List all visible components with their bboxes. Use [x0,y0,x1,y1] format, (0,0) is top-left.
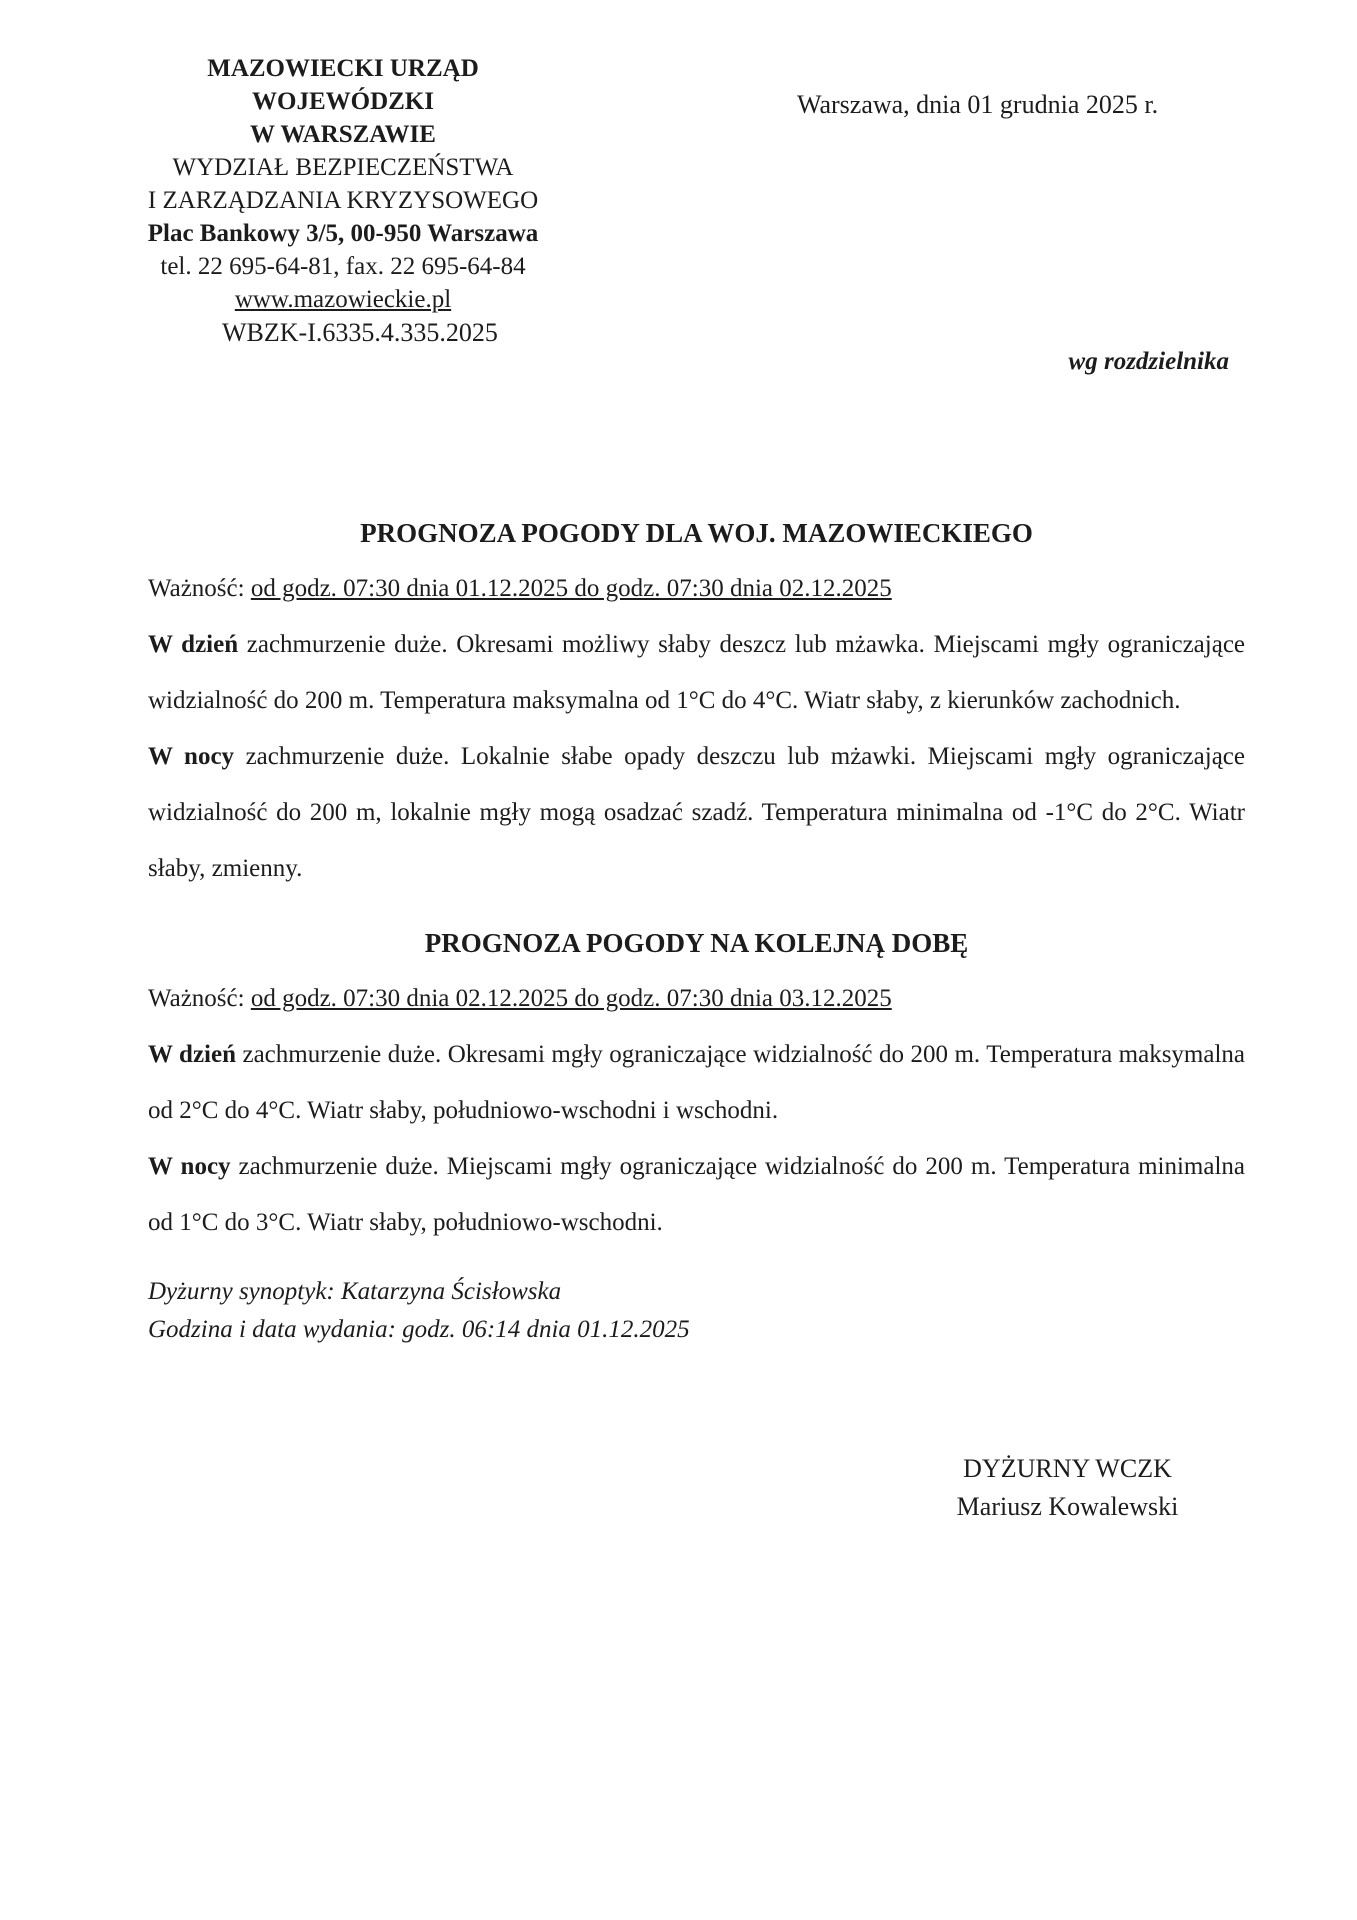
day-forecast-text: zachmurzenie duże. Okresami możliwy słaby deszcz lub mżawka. Miejscami mgły ograniczające widzialność do 200 m. Temperatura maksymalna od 1°C do 4°C. Wiatr słaby, z kierunków zachodnich. [148,631,1246,714]
forecast1-day-paragraph [148,617,1245,729]
issue-time-line: Godzina i data wydania: godz. 06:14 dnia 01.12.2025 [148,1316,690,1343]
day-label: W dzień [148,1041,236,1068]
forecast2-validity-line [148,971,1245,1027]
issue-info-block [148,1273,1245,1349]
office-phone-fax: tel. 22 695-64-81, fax. 22 695-64-84 [160,253,526,280]
place-and-date: Warszawa, dnia 01 grudnia 2025 r. [797,90,1159,119]
office-name-line1: MAZOWIECKI URZĄD WOJEWÓDZKI [207,55,479,115]
forecast1-title: PROGNOZA POGODY DLA WOJ. MAZOWIECKIEGO [360,518,1033,548]
forecast1-night-paragraph [148,729,1245,897]
website-row [128,283,558,316]
validity-period: od godz. 07:30 dnia 01.12.2025 do godz. 07:30 dnia 02.12.2025 [250,575,892,602]
night-forecast-text: zachmurzenie duże. Miejscami mgły ograniczające widzialność do 200 m. Temperatura minimalna od 1°C do 3°C. Wiatr słaby, południowo-wschodni. [148,1153,1246,1236]
office-name-line2: W WARSZAWIE [250,121,436,148]
night-forecast-text: zachmurzenie duże. Lokalnie słabe opady deszczu lub mżawki. Miejscami mgły ograniczające widzialność do 200 m, lokalnie mgły mogą osadzać szadź. Temperatura minimalna od -1°C do 2°C. Wiatr słaby, zmienny. [148,743,1245,882]
forecast2-title: PROGNOZA POGODY NA KOLEJNĄ DOBĘ [424,928,969,958]
validity-period: od godz. 07:30 dnia 02.12.2025 do godz. 07:30 dnia 03.12.2025 [250,985,892,1012]
forecast2-night-paragraph [148,1139,1245,1251]
office-address: Plac Bankowy 3/5, 00-950 Warszawa [147,220,539,247]
signatory-role: DYŻURNY WCZK [963,1454,1172,1483]
forecast2-day-paragraph [148,1027,1245,1139]
distribution-note: wg rozdzielnika [1068,348,1229,375]
night-label: W nocy [148,1153,231,1180]
document-body [148,505,1245,1349]
signatory-name: Mariusz Kowalewski [956,1492,1179,1521]
letterhead [128,52,558,316]
duty-synoptic-line: Dyżurny synoptyk: Katarzyna Ścisłowska [148,1278,562,1305]
validity-label: Ważność: [148,575,245,602]
department-line2: I ZARZĄDZANIA KRYZYSOWEGO [147,187,539,214]
forecast1-validity-line [148,561,1245,617]
website-link[interactable]: www.mazowieckie.pl [234,286,452,313]
validity-label: Ważność: [148,985,245,1012]
day-forecast-text: zachmurzenie duże. Okresami mgły ograniczające widzialność do 200 m. Temperatura maksymalna od 2°C do 4°C. Wiatr słaby, południowo-wschodni i wschodni. [148,1041,1246,1124]
day-label: W dzień [148,631,239,658]
department-line1: WYDZIAŁ BEZPIECZEŃSTWA [172,154,514,181]
case-reference-number: WBZK-I.6335.4.335.2025 [222,318,498,347]
night-label: W nocy [148,743,235,770]
signature-block [900,1450,1235,1526]
